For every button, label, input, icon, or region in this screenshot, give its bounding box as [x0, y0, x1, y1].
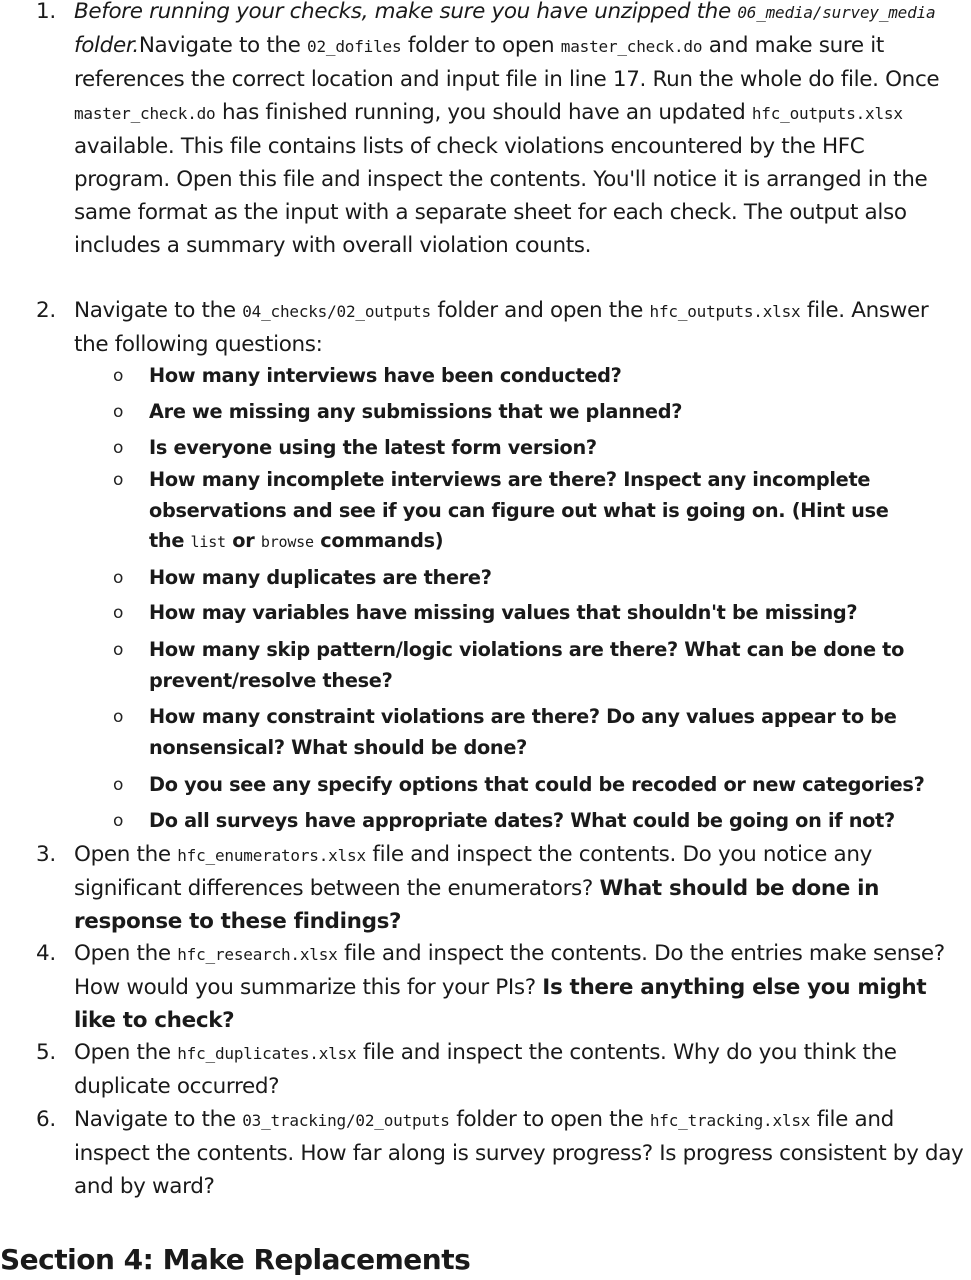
bold-text: Do you see any specify options that could be recoded or new categories? — [149, 773, 925, 796]
text-run: folder and open the — [430, 298, 650, 323]
bullet-icon: o — [113, 707, 124, 727]
text-run: Navigate to the — [138, 33, 308, 58]
text-run: available. This file contains lists of check violations encountered by the HFC program. Open this file and inspect the contents. You'll notice it is arranged in the same format as the input with a separate sheet for each check. The output also includes a summary with overall violation counts. — [74, 134, 928, 258]
step-number: 4. — [36, 941, 56, 966]
question-text — [149, 598, 971, 629]
question-text — [149, 465, 900, 558]
text-run: file and inspect the contents. How far along is survey progress? Is progress consistent by day and by ward? — [74, 1107, 964, 1199]
bullet-icon: o — [113, 366, 124, 386]
bold-text: Are we missing any submissions that we planned? — [149, 400, 683, 423]
inline-code: hfc_enumerators.xlsx — [177, 846, 366, 865]
list-item-step-1 — [0, 0, 965, 262]
list-item-question — [0, 702, 920, 763]
list-item-question — [0, 563, 971, 594]
list-item-step-6 — [0, 1103, 971, 1203]
bold-text: or — [225, 529, 261, 552]
step-text — [74, 0, 965, 262]
text-run: file and inspect the contents. Why do you think the duplicate occurred? — [74, 1040, 897, 1099]
inline-code: hfc_tracking.xlsx — [649, 1111, 811, 1130]
italic-text: Before running your checks, make sure you have unzipped the — [74, 0, 738, 24]
step-text — [74, 1103, 971, 1203]
inline-code: 02_dofiles — [307, 37, 402, 56]
inline-code: master_check.do — [74, 104, 216, 123]
bullet-icon: o — [113, 438, 124, 458]
question-text — [149, 433, 971, 464]
text-run: folder to open the — [449, 1107, 650, 1132]
text-run: Open the — [74, 1040, 178, 1065]
list-item-question — [0, 770, 971, 801]
list-item-question — [0, 397, 971, 428]
text-run: has finished running, you should have an updated — [215, 100, 752, 125]
text-run: folder to open — [401, 33, 561, 58]
section-heading: Section 4: Make Replacements — [0, 1243, 471, 1276]
text-run: file and inspect the contents. Do you notice any significant differences between the enumerators? — [74, 842, 872, 901]
bullet-icon: o — [113, 640, 124, 660]
inline-code: 03_tracking/02_outputs — [242, 1111, 450, 1130]
bullet-icon: o — [113, 470, 124, 490]
inline-code: 06_media/survey_media — [737, 3, 936, 22]
text-run: Open the — [74, 941, 178, 966]
list-item-question — [0, 635, 930, 696]
step-number: 5. — [36, 1040, 56, 1065]
list-item-step-5 — [0, 1036, 971, 1103]
question-text — [149, 806, 971, 837]
bullet-icon: o — [113, 775, 124, 795]
question-text — [149, 635, 930, 696]
inline-code: hfc_outputs.xlsx — [751, 104, 903, 123]
bold-text: How many skip pattern/logic violations are there? What can be done to prevent/resolve these? — [149, 638, 905, 692]
bold-text: Is there anything else you might like to check? — [74, 975, 927, 1033]
text-run: Open the — [74, 842, 178, 867]
question-text — [149, 770, 971, 801]
italic-text: folder. — [74, 33, 139, 58]
list-item-question — [0, 806, 971, 837]
step-number: 2. — [36, 298, 56, 323]
step-number: 3. — [36, 842, 56, 867]
list-item-step-4 — [0, 937, 971, 1037]
bold-text: Do all surveys have appropriate dates? What could be going on if not? — [149, 809, 895, 832]
inline-code: browse — [260, 533, 314, 551]
question-text — [149, 361, 971, 392]
step-text — [74, 1036, 971, 1103]
bold-text: How may variables have missing values that shouldn't be missing? — [149, 601, 858, 624]
step-text — [74, 838, 971, 938]
inline-code: list — [190, 533, 226, 551]
step-text — [74, 294, 955, 361]
inline-code: 04_checks/02_outputs — [242, 302, 431, 321]
inline-code: hfc_research.xlsx — [177, 945, 338, 964]
bold-text: How many interviews have been conducted? — [149, 364, 622, 387]
step-text — [74, 937, 971, 1037]
bold-text: How many constraint violations are there? Do any values appear to be nonsensical? What should be done? — [149, 705, 897, 759]
inline-code: master_check.do — [560, 37, 703, 56]
step-number: 1. — [36, 0, 56, 24]
text-run: Navigate to the — [74, 298, 243, 323]
step-number: 6. — [36, 1107, 56, 1132]
bold-text: What should be done in response to these findings? — [74, 876, 880, 934]
text-run: and make sure it references the correct location and input file in line 17. Run the whole do file. Once — [74, 33, 940, 92]
list-item-step-3 — [0, 838, 971, 938]
list-item-step-2 — [0, 294, 955, 361]
bold-text: How many duplicates are there? — [149, 566, 492, 589]
bullet-icon: o — [113, 568, 124, 588]
bullet-icon: o — [113, 603, 124, 623]
bullet-icon: o — [113, 402, 124, 422]
list-item-question — [0, 598, 971, 629]
list-item-question — [0, 433, 971, 464]
bold-text: commands) — [313, 529, 444, 552]
list-item-question — [0, 361, 971, 392]
bullet-icon: o — [113, 811, 124, 831]
text-run: file and inspect the contents. Do the entries make sense? How would you summarize this for your PIs? — [74, 941, 945, 1000]
question-text — [149, 702, 920, 763]
question-text — [149, 563, 971, 594]
inline-code: hfc_duplicates.xlsx — [177, 1044, 357, 1063]
question-text — [149, 397, 971, 428]
text-run: Navigate to the — [74, 1107, 243, 1132]
list-item-question — [0, 465, 900, 558]
bold-text: How many incomplete interviews are there? Inspect any incomplete observations and see if you can figure out what is going on. (Hint use the — [149, 468, 889, 552]
bold-text: Is everyone using the latest form version? — [149, 436, 597, 459]
text-run: file. Answer the following questions: — [74, 298, 929, 357]
inline-code: hfc_outputs.xlsx — [649, 302, 801, 321]
